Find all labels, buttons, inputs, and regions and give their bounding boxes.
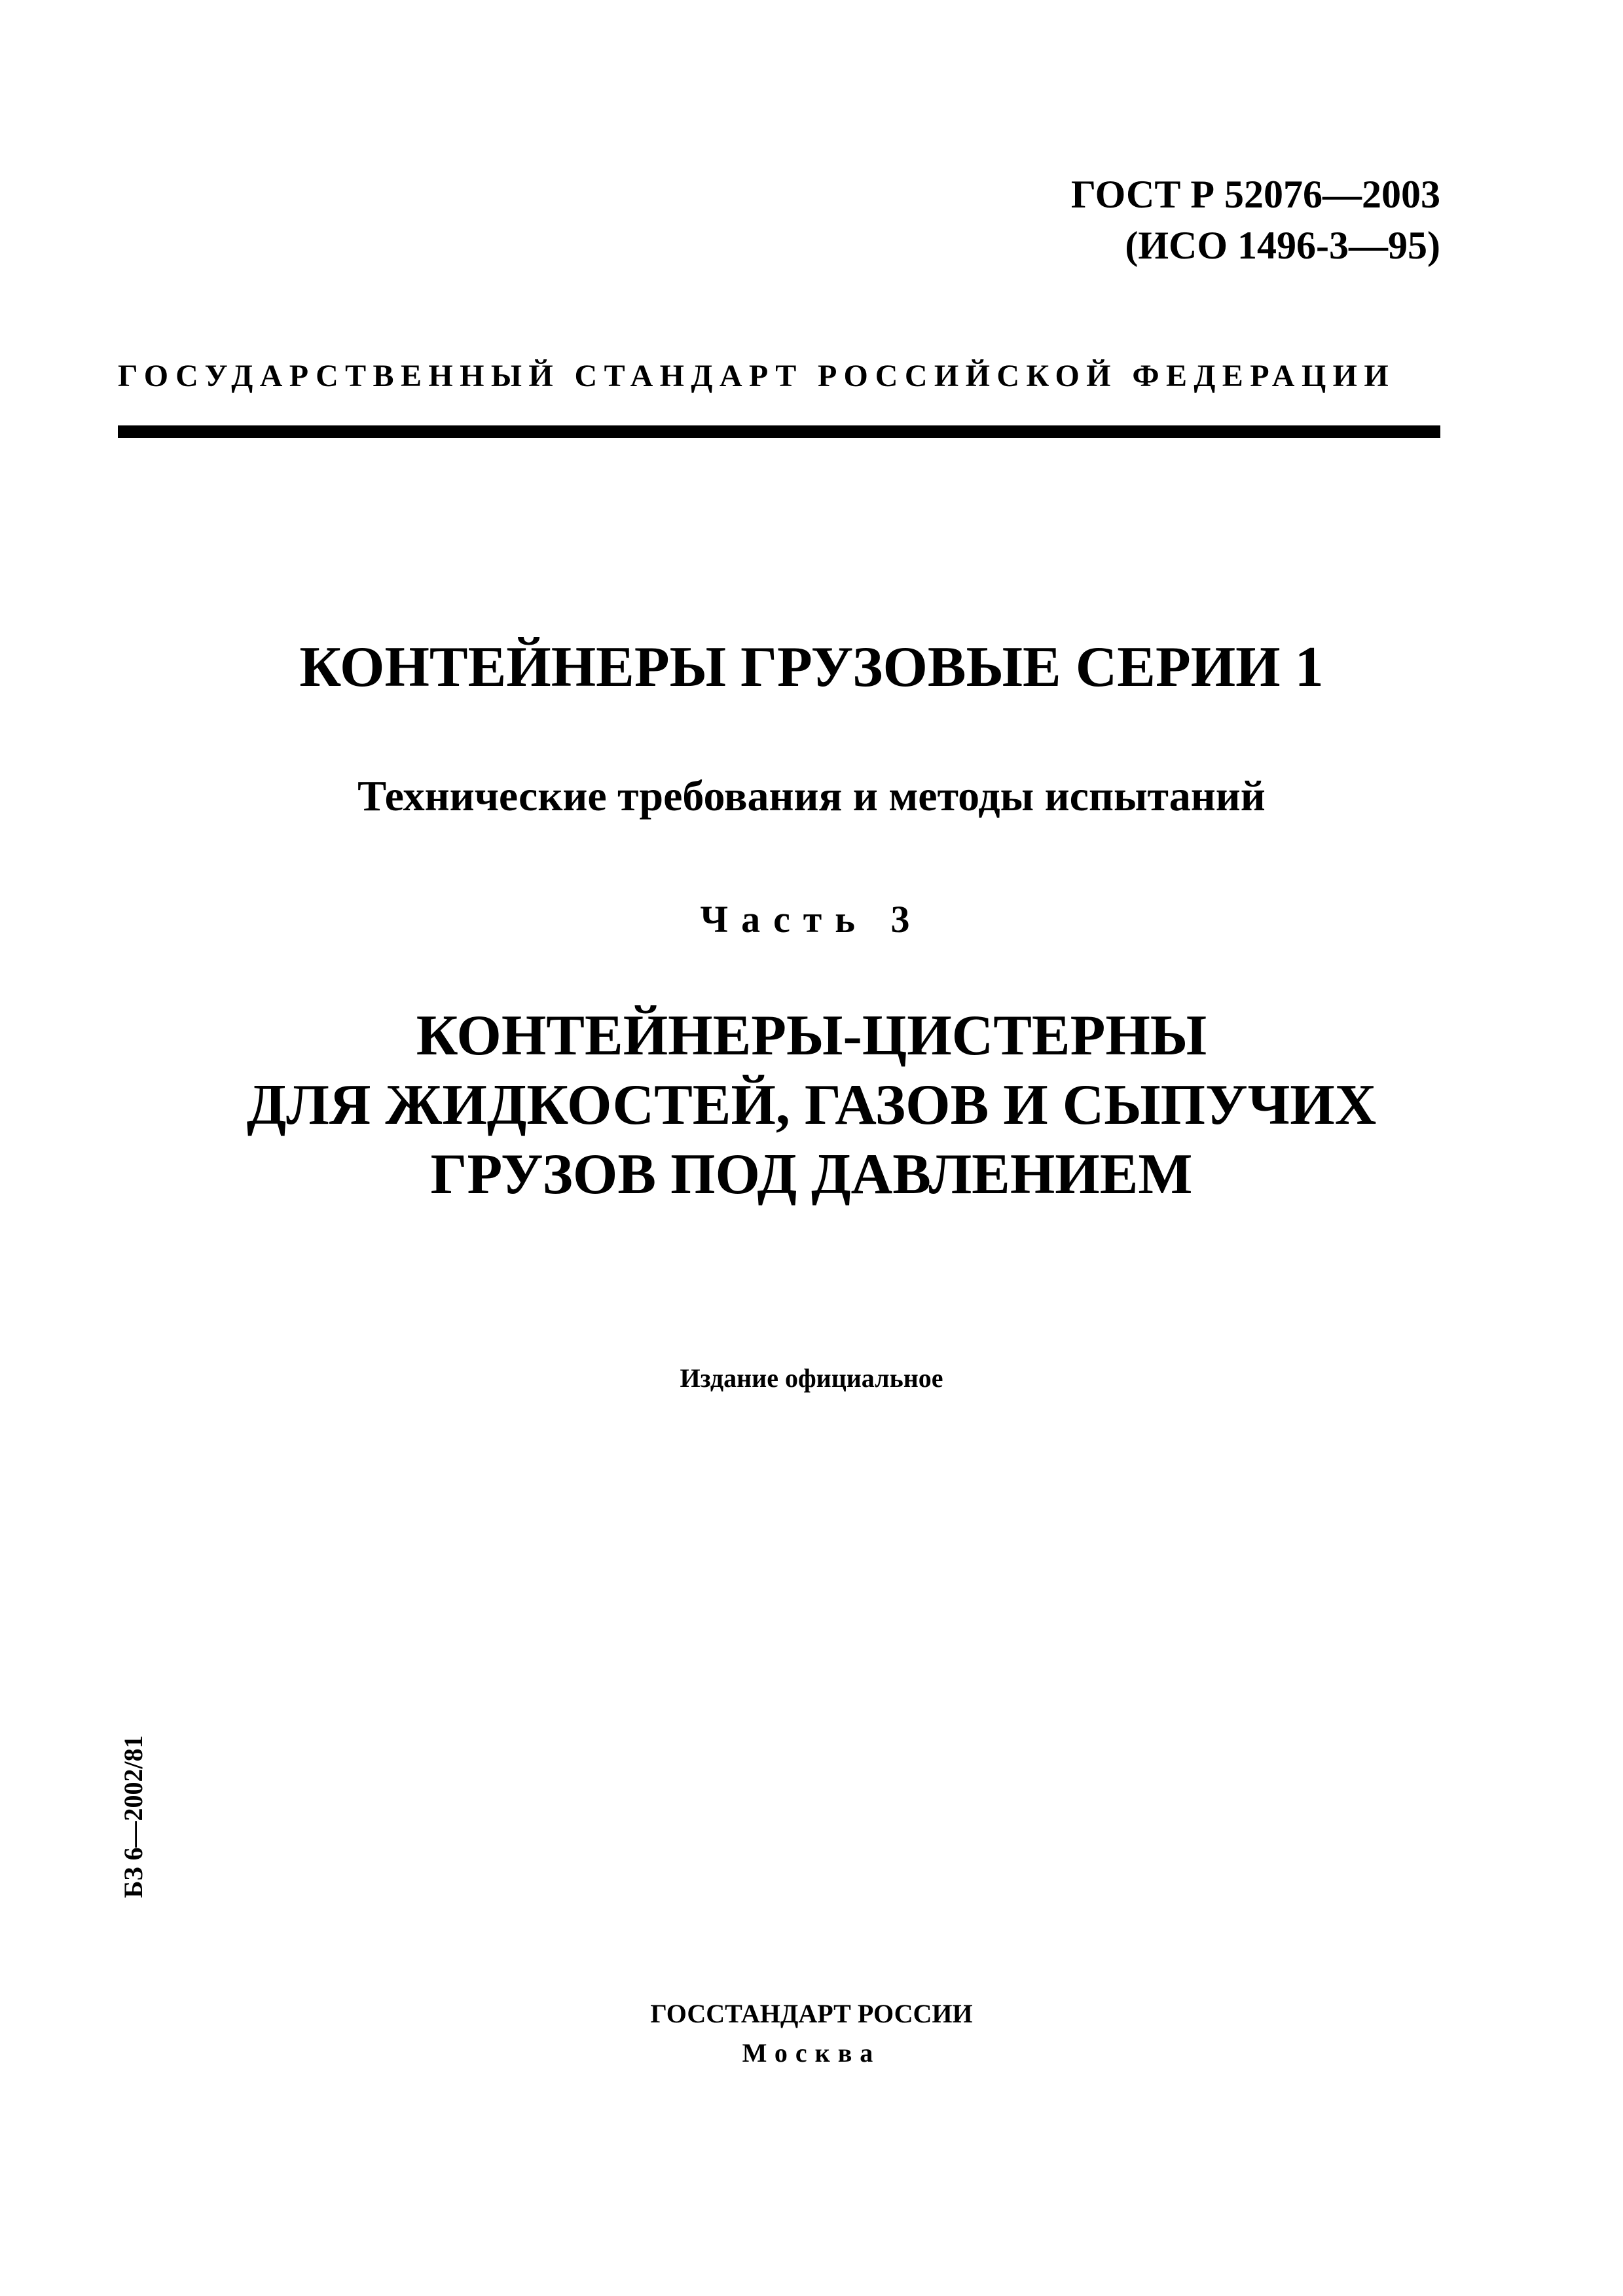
document-subtitle: Технические требования и методы испытаний [357, 772, 1266, 820]
part-number: Часть 3 [700, 898, 923, 941]
publisher-city: Москва [742, 2038, 881, 2068]
standard-designation [1071, 169, 1440, 271]
part-title-line: ДЛЯ ЖИДКОСТЕЙ, ГАЗОВ И СЫПУЧИХ [246, 1073, 1377, 1137]
part-title [0, 1001, 1623, 1210]
edition-note: Издание официальное [680, 1363, 943, 1393]
publisher: ГОССТАНДАРТ РОССИИ [650, 1999, 973, 2028]
designation-iso: (ИСО 1496-3—95) [1125, 224, 1440, 267]
part-title-line: ГРУЗОВ ПОД ДАВЛЕНИЕМ [430, 1143, 1193, 1206]
side-code-text: БЗ 6—2002/81 [119, 1735, 148, 1898]
part-title-line: КОНТЕЙНЕРЫ-ЦИСТЕРНЫ [416, 1004, 1207, 1067]
designation-gost: ГОСТ Р 52076—2003 [1070, 173, 1440, 216]
state-standard-heading: ГОСУДАРСТВЕННЫЙ СТАНДАРТ РОССИЙСКОЙ ФЕДЕРАЦИИ [118, 359, 1396, 393]
header-divider [118, 425, 1440, 438]
document-title: КОНТЕЙНЕРЫ ГРУЗОВЫЕ СЕРИИ 1 [299, 636, 1324, 699]
